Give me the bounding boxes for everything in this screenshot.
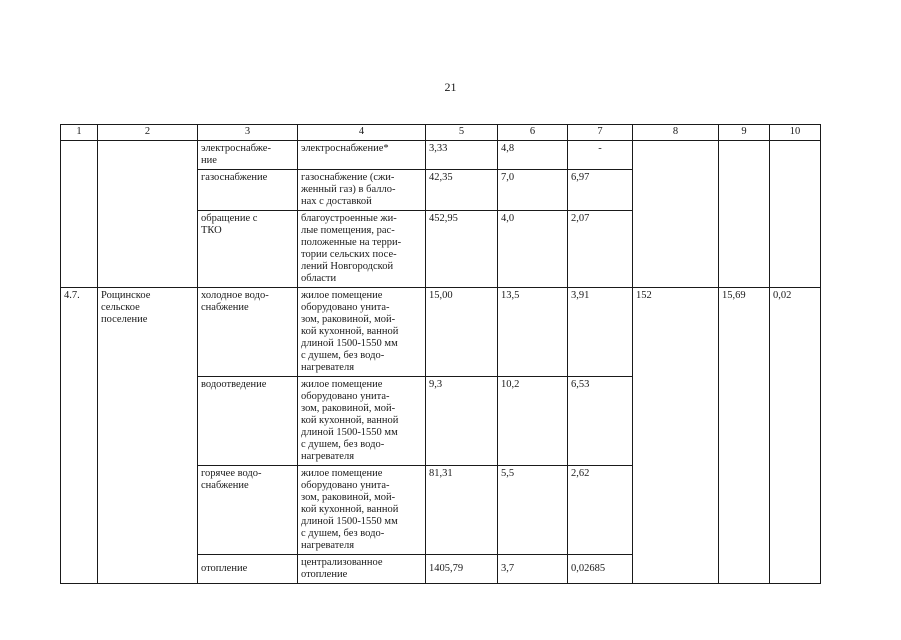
object-cell: жилое помещение оборудовано унита- зом, раковиной, мой- кой кухонной, ванной длиной 1500-1550 мм с душем, без водо- нагревателя xyxy=(298,288,426,377)
value-cell: 1405,79 xyxy=(426,555,498,584)
value-cell: 452,95 xyxy=(426,211,498,288)
header-cell: 5 xyxy=(426,125,498,141)
value-cell: 6,97 xyxy=(568,170,633,211)
value-cell: 13,5 xyxy=(498,288,568,377)
settlement-cell xyxy=(98,141,198,288)
value-cell: 152 xyxy=(633,288,719,584)
service-cell: водоотведение xyxy=(198,377,298,466)
object-cell: благоустроенные жи- лые помещения, рас- положенные на терри- тории сельских посе- лений Новгородской области xyxy=(298,211,426,288)
service-cell: электроснабже- ние xyxy=(198,141,298,170)
value-cell: 15,00 xyxy=(426,288,498,377)
table-row xyxy=(61,288,821,377)
header-cell: 1 xyxy=(61,125,98,141)
value-cell: 15,69 xyxy=(719,288,770,584)
num-cell xyxy=(61,141,98,288)
header-row xyxy=(61,125,821,141)
header-cell: 10 xyxy=(770,125,821,141)
service-cell: обращение с ТКО xyxy=(198,211,298,288)
value-cell: 3,7 xyxy=(498,555,568,584)
object-cell: электроснабжение* xyxy=(298,141,426,170)
value-cell xyxy=(719,141,770,288)
num-cell: 4.7. xyxy=(61,288,98,584)
value-cell: 4,0 xyxy=(498,211,568,288)
page-number: 21 xyxy=(444,80,457,94)
service-cell: холодное водо- снабжение xyxy=(198,288,298,377)
value-cell: 10,2 xyxy=(498,377,568,466)
value-cell: 42,35 xyxy=(426,170,498,211)
header-cell: 2 xyxy=(98,125,198,141)
value-cell: 9,3 xyxy=(426,377,498,466)
value-cell: 3,33 xyxy=(426,141,498,170)
value-cell: 0,02 xyxy=(770,288,821,584)
table-row xyxy=(61,141,821,170)
value-cell: 4,8 xyxy=(498,141,568,170)
value-cell: 2,07 xyxy=(568,211,633,288)
service-cell: горячее водо- снабжение xyxy=(198,466,298,555)
settlement-cell: Рощинское сельское поселение xyxy=(98,288,198,584)
value-cell: 3,91 xyxy=(568,288,633,377)
value-cell: 5,5 xyxy=(498,466,568,555)
value-cell: 2,62 xyxy=(568,466,633,555)
value-cell: 0,02685 xyxy=(568,555,633,584)
service-cell: отопление xyxy=(198,555,298,584)
value-cell: 81,31 xyxy=(426,466,498,555)
service-cell: газоснабжение xyxy=(198,170,298,211)
header-cell: 4 xyxy=(298,125,426,141)
value-cell xyxy=(633,141,719,288)
value-cell: 6,53 xyxy=(568,377,633,466)
object-cell: жилое помещение оборудовано унита- зом, раковиной, мой- кой кухонной, ванной длиной 1500-1550 мм с душем, без водо- нагревателя xyxy=(298,377,426,466)
header-cell: 9 xyxy=(719,125,770,141)
value-cell: 7,0 xyxy=(498,170,568,211)
header-cell: 8 xyxy=(633,125,719,141)
value-cell xyxy=(770,141,821,288)
header-cell: 6 xyxy=(498,125,568,141)
header-cell: 3 xyxy=(198,125,298,141)
value-cell: - xyxy=(568,141,633,170)
object-cell: централизованное отопление xyxy=(298,555,426,584)
object-cell: жилое помещение оборудовано унита- зом, раковиной, мой- кой кухонной, ванной длиной 1500-1550 мм с душем, без водо- нагревателя xyxy=(298,466,426,555)
object-cell: газоснабжение (сжи- женный газ) в балло- нах с доставкой xyxy=(298,170,426,211)
tariff-table xyxy=(60,124,821,584)
header-cell: 7 xyxy=(568,125,633,141)
